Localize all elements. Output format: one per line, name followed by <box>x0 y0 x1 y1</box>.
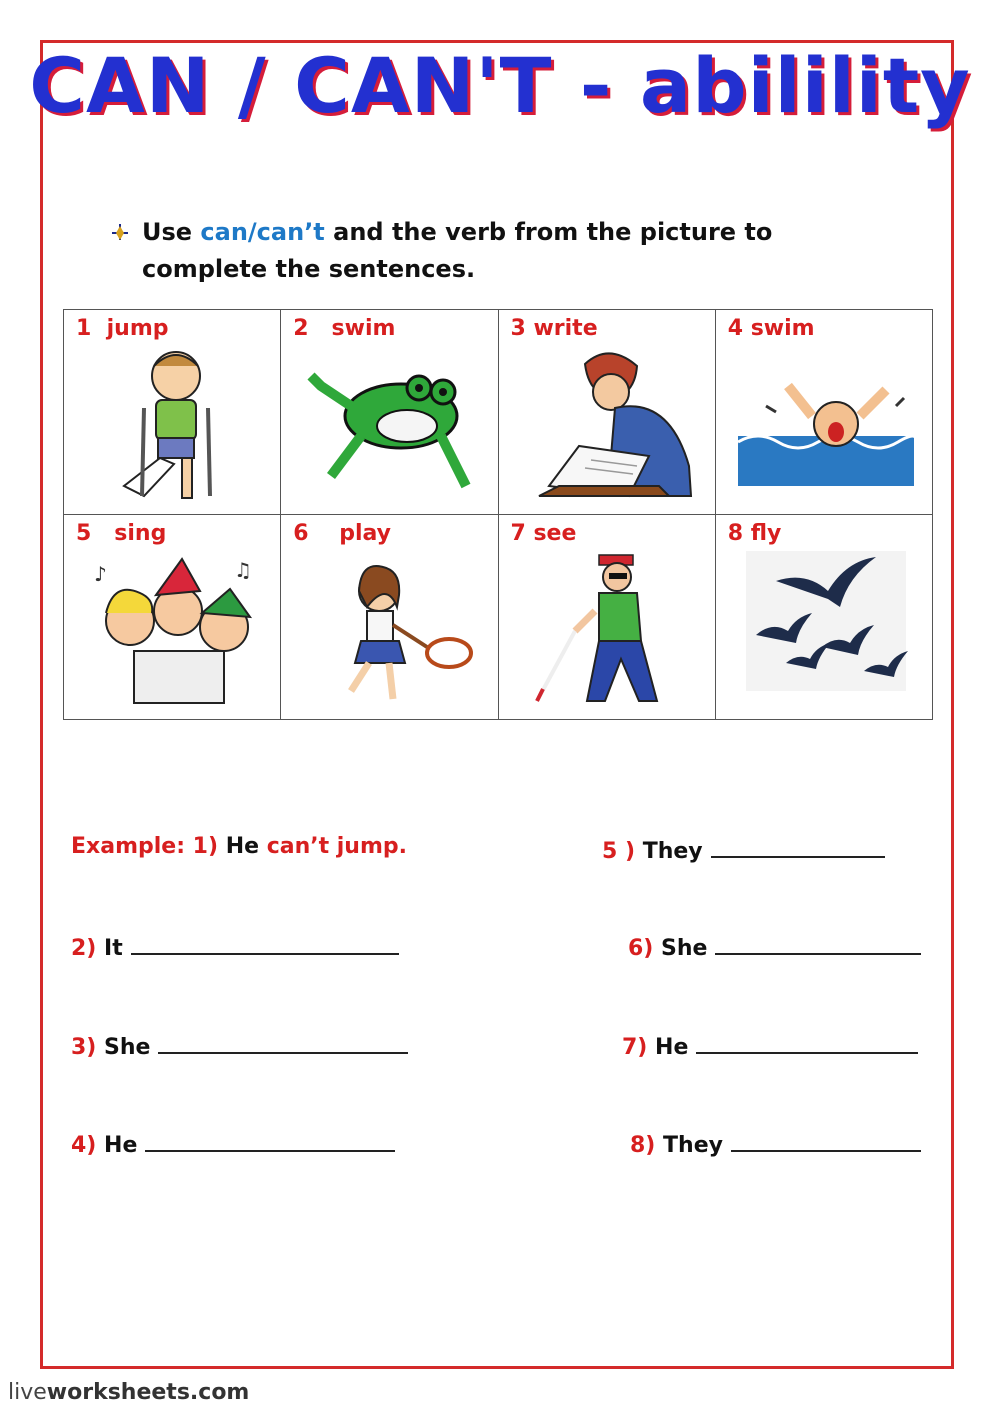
picture-label: 4 swim <box>727 316 815 341</box>
sentence-6 <box>628 931 921 961</box>
swallows-icon <box>736 551 916 711</box>
answer-blank-2[interactable] <box>131 931 399 955</box>
answer-blank-6[interactable] <box>715 931 921 955</box>
bullet-icon <box>110 222 130 242</box>
svg-text:♪: ♪ <box>94 562 107 586</box>
instruction <box>110 214 900 288</box>
sentence-number: 7) <box>622 1035 648 1060</box>
svg-text:♫: ♫ <box>234 558 252 582</box>
picture-label: 8 fly <box>727 521 782 546</box>
sentence-subject: He <box>647 1035 689 1060</box>
worksheet-title: CAN / CAN'T - abilility <box>29 41 971 130</box>
boy-on-crutches-icon <box>84 346 264 506</box>
picture-label: 3 write <box>510 316 598 341</box>
example-sentence <box>71 834 407 859</box>
example-label: Example: 1) <box>71 834 219 859</box>
sentence-number: 5 ) <box>602 839 636 864</box>
sentence-subject: They <box>635 839 703 864</box>
person-writing-icon <box>519 346 699 506</box>
picture-cell-3 <box>498 310 715 515</box>
picture-cell-6 <box>281 515 498 720</box>
sentence-2 <box>71 931 399 961</box>
sentence-subject: It <box>96 936 123 961</box>
sentence-subject: She <box>96 1035 151 1060</box>
sentence-subject: They <box>655 1133 723 1158</box>
picture-label: 7 see <box>510 521 577 546</box>
answer-blank-5[interactable] <box>711 834 885 858</box>
sentence-number: 8) <box>630 1133 656 1158</box>
example-answer: can’t jump. <box>266 834 408 859</box>
answer-blank-4[interactable] <box>145 1128 395 1152</box>
picture-label: 2 swim <box>293 316 396 341</box>
answer-blank-8[interactable] <box>731 1128 921 1152</box>
picture-cell-5 <box>64 515 281 720</box>
sentence-number: 3) <box>71 1035 97 1060</box>
instruction-highlight: can/can’t <box>200 218 325 246</box>
sentence-8 <box>630 1128 921 1158</box>
footer-brand-bold: worksheets <box>46 1380 190 1405</box>
picture-cell-1 <box>64 310 281 515</box>
sentence-5 <box>602 834 885 864</box>
example-subject: He <box>218 834 267 859</box>
picture-label: 1 jump <box>76 316 169 341</box>
answer-blank-3[interactable] <box>158 1030 408 1054</box>
singing-kids-icon <box>84 551 264 711</box>
sentence-subject: He <box>96 1133 138 1158</box>
sentence-3 <box>71 1030 408 1060</box>
picture-cell-2 <box>281 310 498 515</box>
footer-brand-tld: .com <box>189 1380 250 1405</box>
sentence-7 <box>622 1030 918 1060</box>
blind-man-cane-icon <box>519 551 699 711</box>
picture-cell-7 <box>498 515 715 720</box>
sentence-number: 2) <box>71 936 97 961</box>
sentence-number: 4) <box>71 1133 97 1158</box>
picture-label: 5 sing <box>76 521 167 546</box>
instruction-prefix: Use <box>142 218 201 246</box>
sentence-number: 6) <box>628 936 654 961</box>
footer-brand <box>8 1380 249 1405</box>
sentence-4 <box>71 1128 395 1158</box>
drowning-person-icon <box>736 346 916 506</box>
sentence-subject: She <box>653 936 708 961</box>
picture-label: 6 play <box>293 521 391 546</box>
picture-cell-4 <box>715 310 932 515</box>
footer-brand-light: live <box>8 1380 47 1405</box>
frog-icon <box>301 346 481 506</box>
answer-blank-7[interactable] <box>696 1030 918 1054</box>
girl-tennis-icon <box>301 551 481 711</box>
picture-cell-8 <box>715 515 932 720</box>
picture-grid <box>63 309 933 720</box>
instruction-suffix: and the verb from the picture to complete the sentences. <box>142 218 773 283</box>
